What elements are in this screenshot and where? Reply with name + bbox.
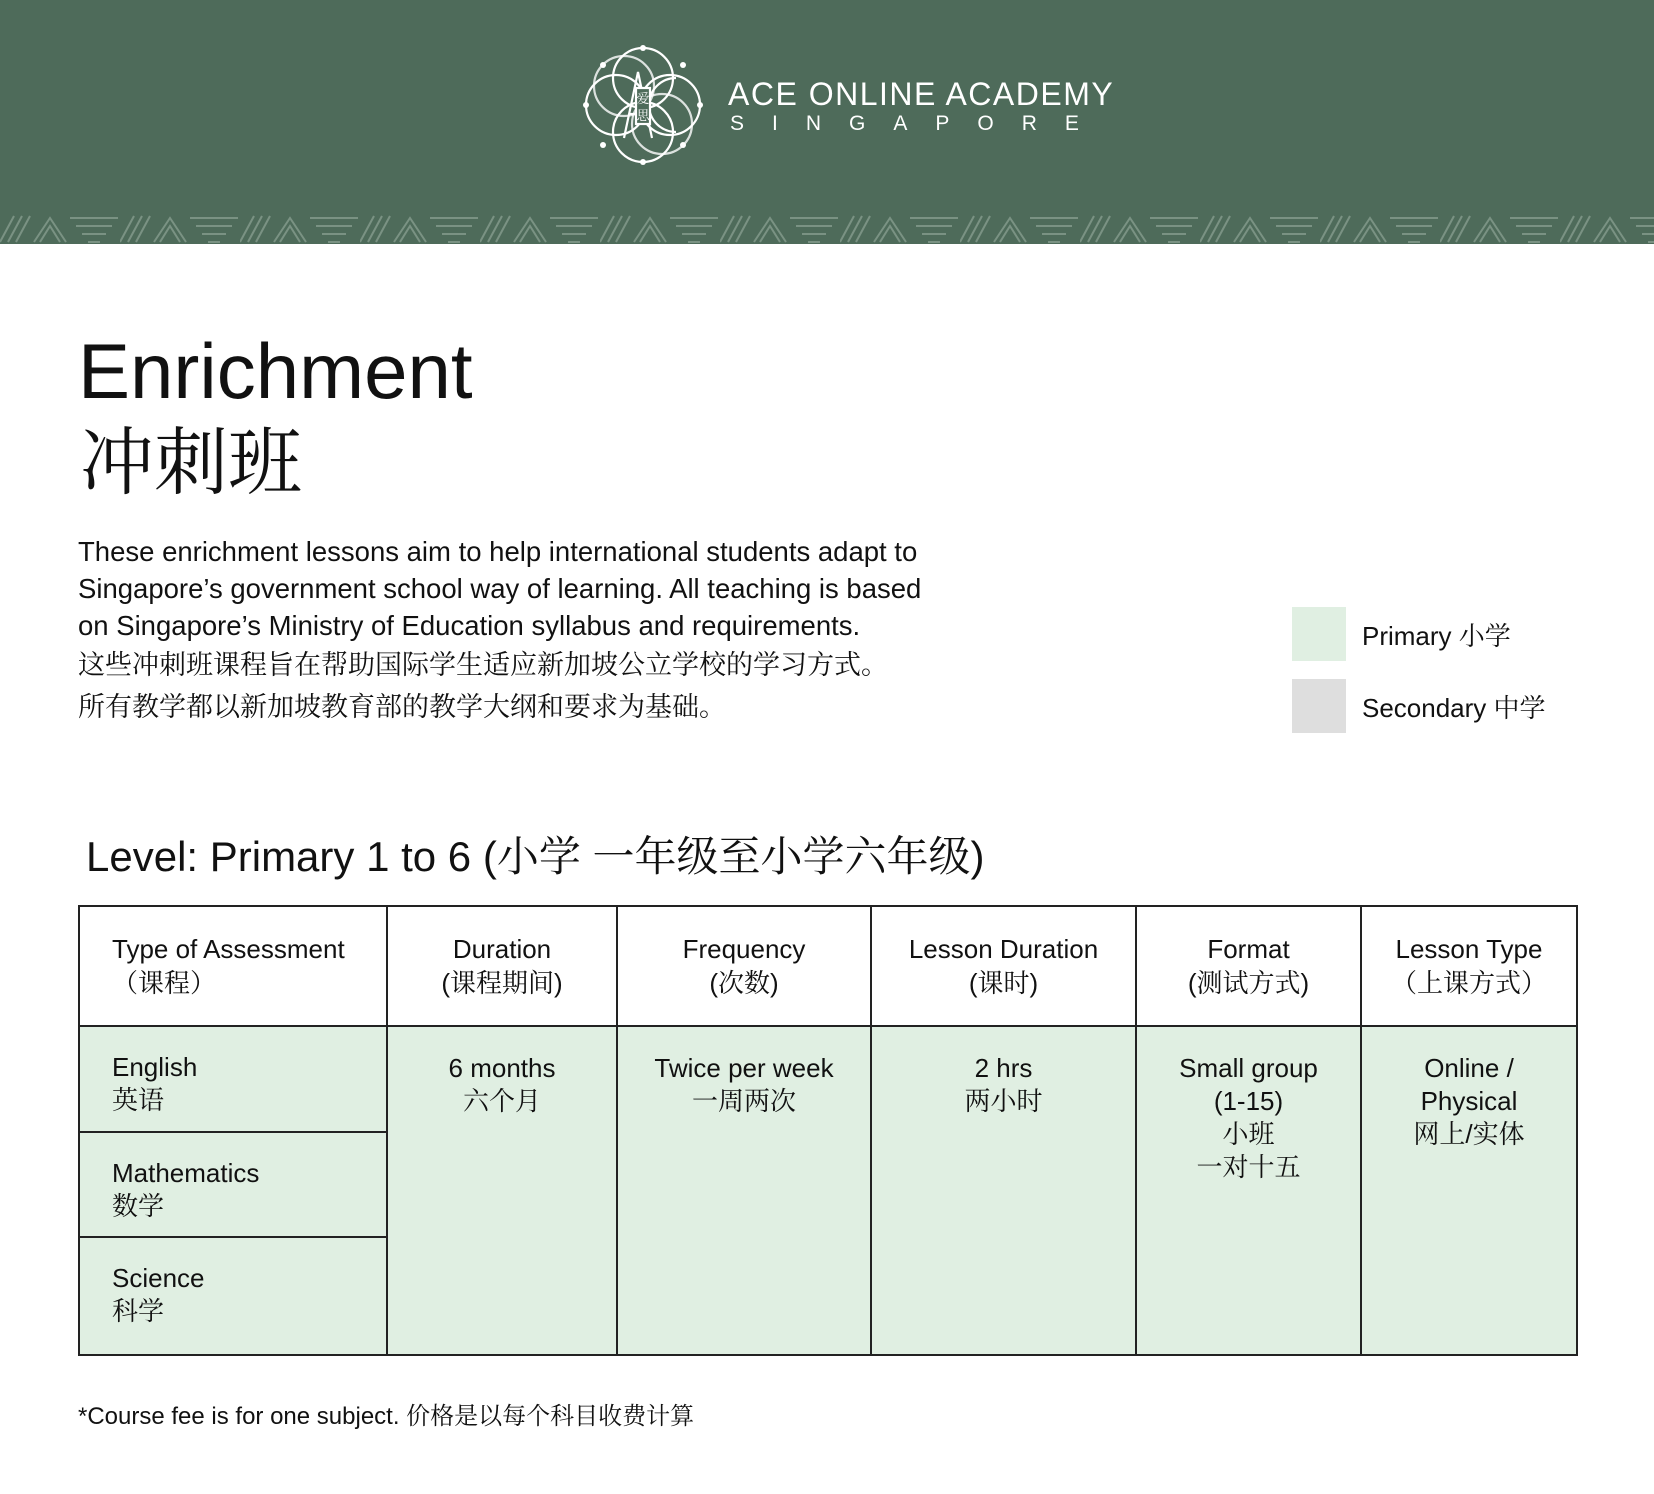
header-label-chinese: (次数) <box>709 968 779 998</box>
subject-label-chinese: 数学 <box>112 1190 165 1221</box>
brand-name: ACE ONLINE ACADEMY <box>728 76 1115 112</box>
lesson-duration-value-chinese: 两小时 <box>964 1086 1043 1116</box>
lesson-type-value: Physical <box>1420 1086 1518 1116</box>
legend-item-primary <box>1292 606 1546 662</box>
header-label: Frequency <box>682 934 806 964</box>
header-label-chinese: (课程期间) <box>441 968 563 998</box>
decorative-pattern <box>0 212 1654 244</box>
header-lesson-type <box>1361 906 1577 1026</box>
subject-english <box>79 1026 387 1132</box>
header-label-chinese: (课时) <box>968 968 1039 998</box>
level-heading: Level: Primary 1 to 6 (小学 一年级至小学六年级) <box>86 833 985 880</box>
intro-line: Singapore’s government school way of learning. All teaching is based <box>78 573 922 604</box>
format-value-chinese: 小班 <box>1222 1119 1275 1149</box>
frequency-value: Twice per week <box>654 1053 834 1083</box>
frequency-value-chinese: 一周两次 <box>691 1086 796 1116</box>
table-header-row <box>79 906 1577 1026</box>
legend-label: Secondary 中学 <box>1362 692 1546 723</box>
header-label: Format <box>1207 934 1290 964</box>
header-lesson-duration <box>871 906 1136 1026</box>
lesson-type-value: Online / <box>1424 1053 1514 1083</box>
frequency-cell <box>617 1026 871 1355</box>
ace-logo-icon <box>572 34 714 176</box>
format-value: (1-15) <box>1213 1086 1284 1116</box>
subject-science <box>79 1237 387 1355</box>
subject-label-chinese: 科学 <box>112 1296 165 1327</box>
format-value-chinese: 一对十五 <box>1196 1152 1301 1182</box>
header-label: Duration <box>452 934 552 964</box>
duration-value: 6 months <box>448 1053 556 1083</box>
header-label: Lesson Duration <box>908 934 1099 964</box>
intro-line: on Singapore’s Ministry of Education syllabus and requirements. <box>78 610 861 641</box>
legend-item-secondary <box>1292 678 1546 734</box>
header-label-chinese: (测试方式) <box>1187 968 1310 998</box>
page-title: Enrichment <box>78 327 473 415</box>
page-title-chinese: 冲刺班 <box>80 421 302 504</box>
header-label: Lesson Type <box>1395 934 1543 964</box>
duration-value-chinese: 六个月 <box>462 1086 541 1116</box>
header-assessment <box>79 906 387 1026</box>
level-legend <box>1292 606 1546 750</box>
header-frequency <box>617 906 871 1026</box>
header-format <box>1136 906 1361 1026</box>
logo-glyph-top: 爱 <box>636 92 650 107</box>
intro-line: These enrichment lessons aim to help international students adapt to <box>78 536 918 567</box>
lesson-duration-cell <box>871 1026 1136 1355</box>
footnote: *Course fee is for one subject. 价格是以每个科目收费计算 <box>78 1403 695 1430</box>
duration-cell <box>387 1026 617 1355</box>
lesson-type-cell <box>1361 1026 1577 1355</box>
header-label-chinese: （课程） <box>112 968 217 998</box>
format-cell <box>1136 1026 1361 1355</box>
table-row <box>79 1026 1577 1132</box>
header-label-chinese: （上课方式） <box>1390 968 1547 998</box>
subject-label: Mathematics <box>112 1157 260 1188</box>
lesson-duration-value: 2 hrs <box>974 1053 1033 1083</box>
subject-label-chinese: 英语 <box>112 1085 165 1115</box>
intro-paragraph <box>78 533 1038 728</box>
logo-glyph-bottom: 思 <box>636 109 650 124</box>
subject-label: Science <box>112 1263 205 1294</box>
header-banner <box>0 0 1654 244</box>
course-table <box>78 905 1578 1356</box>
subject-label: English <box>112 1052 198 1082</box>
legend-label: Primary 小学 <box>1362 620 1511 651</box>
lesson-type-value-chinese: 网上/实体 <box>1413 1119 1525 1149</box>
intro-line-chinese: 所有教学都以新加坡教育部的教学大纲和要求为基础。 <box>78 692 726 722</box>
subject-mathematics <box>79 1132 387 1238</box>
header-label: Type of Assessment <box>112 934 345 964</box>
format-value: Small group <box>1179 1053 1318 1083</box>
legend-swatch-secondary <box>1292 679 1346 733</box>
legend-swatch-primary <box>1292 607 1346 661</box>
header-duration <box>387 906 617 1026</box>
brand-subtitle: SINGAPORE <box>730 112 1107 135</box>
intro-line-chinese: 这些冲刺班课程旨在帮助国际学生适应新加坡公立学校的学习方式。 <box>78 650 888 680</box>
